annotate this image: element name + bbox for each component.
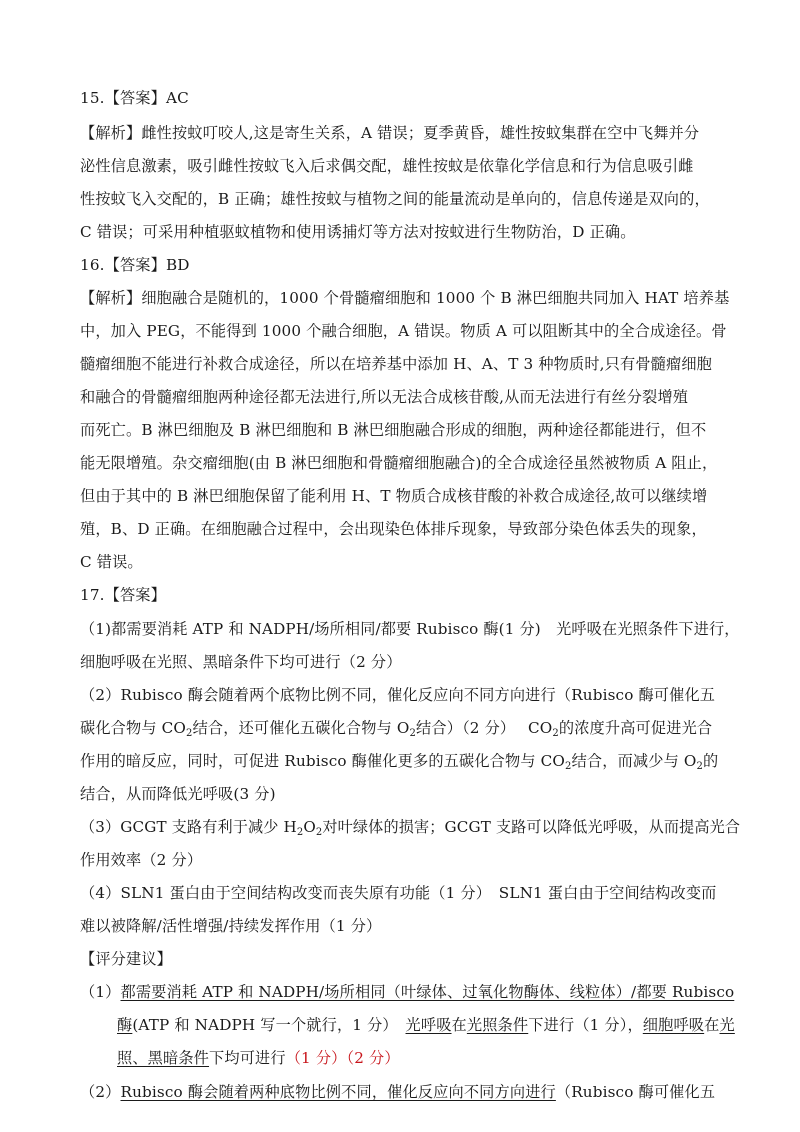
subscript: 2 (296, 827, 304, 838)
underlined-text: 光照条件 (466, 1016, 529, 1034)
subscript: 2 (696, 761, 704, 772)
text-segment: O (303, 818, 316, 836)
q15-analysis-line: C 错误；可采用种植驱蚊植物和使用诱捕灯等方法对按蚊进行生物防治，D 正确。 (80, 223, 636, 241)
q17-part4-line: （4）SLN1 蛋白由于空间结构改变而丧失原有功能（1 分） SLN1 蛋白由于空间结构改变而 (80, 884, 717, 902)
subscript: 2 (552, 728, 559, 739)
underlined-text: 光呼吸 (405, 1016, 452, 1034)
grading-part1-line (80, 982, 734, 1002)
text-segment: （1） (80, 983, 121, 1001)
text-segment: 对叶绿体的损害；GCGT 支路可以降低光呼吸，从而提高光合 (322, 818, 741, 836)
q16-analysis-line: C 错误。 (80, 553, 143, 571)
q16-analysis-line: 髓瘤细胞不能进行补救合成途径，所以在培养基中添加 H、A、T 3 种物质时,只有骨髓瘤细胞 (80, 355, 713, 373)
q17-part2-line: （2）Rubisco 酶会随着两个底物比例不同，催化反应向不同方向进行（Rubisco 酶可催化五 (80, 686, 716, 704)
q15-analysis-line: 【解析】雌性按蚊叮咬人,这是寄生关系，A 错误；夏季黄昏，雄性按蚊集群在空中飞舞并分 (80, 124, 700, 142)
text-segment: （Rubisco 酶可催化五 (555, 1083, 716, 1101)
subscript: 2 (186, 728, 193, 739)
q16-analysis-line: 【解析】细胞融合是随机的，1000 个骨髓瘤细胞和 1000 个 B 淋巴细胞共同加入 HAT 培养基 (80, 289, 730, 307)
text-segment: 碳化合物与 CO (80, 719, 187, 737)
text-segment: 在 (451, 1016, 467, 1034)
q16-analysis-line: 和融合的骨髓瘤细胞两种途径都无法进行,所以无法合成核苷酸,从而无法进行有丝分裂增殖 (80, 388, 689, 406)
text-segment: 结合）（2 分） CO (416, 719, 553, 737)
q17-part3-line: 作用效率（2 分） (80, 851, 203, 869)
underlined-text: 光 (719, 1016, 735, 1034)
q16-answer: 16.【答案】BD (80, 256, 190, 274)
underlined-text: 都需要消耗 ATP 和 NADPH/场所相同（叶绿体、过氧化物酶体、线粒体）/都要 Rubisco (120, 983, 735, 1001)
subscript: 2 (409, 728, 417, 739)
q15-analysis-line: 泌性信息激素，吸引雌性按蚊飞入后求偶交配，雄性按蚊是依靠化学信息和行为信息吸引雌 (80, 157, 694, 175)
text-segment: 的 (703, 752, 719, 770)
text-segment: 结合，还可催化五碳化合物与 O (192, 719, 410, 737)
q17-part2-line: 结合，从而降低光呼吸(3 分) (80, 785, 276, 803)
q17-part1-line: 细胞呼吸在光照、黑暗条件下均可进行（2 分） (80, 653, 402, 671)
underlined-text: Rubisco 酶会随着两种底物比例不同，催化反应向不同方向进行 (120, 1083, 556, 1101)
q17-part3-line (80, 817, 740, 837)
red-score-note: （1 分）（2 分） (285, 1049, 400, 1067)
grading-part2-line (80, 1082, 715, 1102)
grading-part1-line (117, 1015, 735, 1035)
q16-analysis-line: 中，加入 PEG，不能得到 1000 个融合细胞，A 错误。物质 A 可以阻断其中的全合成途径。骨 (80, 322, 727, 340)
text-segment: 作用的暗反应，同时，可促进 Rubisco 酶催化更多的五碳化合物与 CO (80, 752, 566, 770)
q16-analysis-line: 但由于其中的 B 淋巴细胞保留了能利用 H、T 物质合成核苷酸的补救合成途径,故可以继续增 (80, 487, 708, 505)
subscript: 2 (565, 761, 572, 772)
underlined-text: 酶 (117, 1016, 133, 1034)
q15-analysis-line: 性按蚊飞入交配的，B 正确；雄性按蚊与植物之间的能量流动是单向的，信息传递是双向的， (80, 190, 710, 208)
text-segment: 结合，而减少与 O (571, 752, 697, 770)
text-segment: 在 (704, 1016, 720, 1034)
q16-analysis-line: 而死亡。B 淋巴细胞及 B 淋巴细胞和 B 淋巴细胞融合形成的细胞，两种途径都能进行，但不 (80, 421, 707, 439)
q17-part1-line: （1)都需要消耗 ATP 和 NADPH/场所相同/都要 Rubisco 酶(1 分) 光呼吸在光照条件下进行， (80, 620, 740, 638)
q15-answer: 15.【答案】AC (80, 89, 189, 107)
q17-part2-line (80, 751, 718, 771)
text-segment: 的浓度升高可促进光合 (558, 719, 713, 737)
grading-title: 【评分建议】 (80, 950, 173, 968)
text-segment: （2） (80, 1083, 121, 1101)
underlined-text: 照、黑暗条件 (117, 1049, 210, 1067)
q17-part2-line (80, 718, 712, 738)
q17-answer: 17.【答案】 (80, 586, 166, 604)
q16-analysis-line: 殖，B、D 正确。在细胞融合过程中，会出现染色体排斥现象，导致部分染色体丢失的现象， (80, 520, 707, 538)
subscript: 2 (315, 827, 323, 838)
q16-analysis-line: 能无限增殖。杂交瘤细胞(由 B 淋巴细胞和骨髓瘤细胞融合)的全合成途径虽然被物质 A 阻止， (80, 454, 718, 472)
grading-part1-line (117, 1048, 400, 1068)
text-segment: （3）GCGT 支路有利于减少 H (80, 818, 297, 836)
text-segment: 下进行（1 分）， (528, 1016, 643, 1034)
text-segment: 下均可进行 (209, 1049, 286, 1067)
text-segment: (ATP 和 NADPH 写一个就行，1 分） (132, 1016, 391, 1034)
q17-part4-line: 难以被降解/活性增强/持续发挥作用（1 分） (80, 917, 382, 935)
underlined-text: 细胞呼吸 (642, 1016, 705, 1034)
